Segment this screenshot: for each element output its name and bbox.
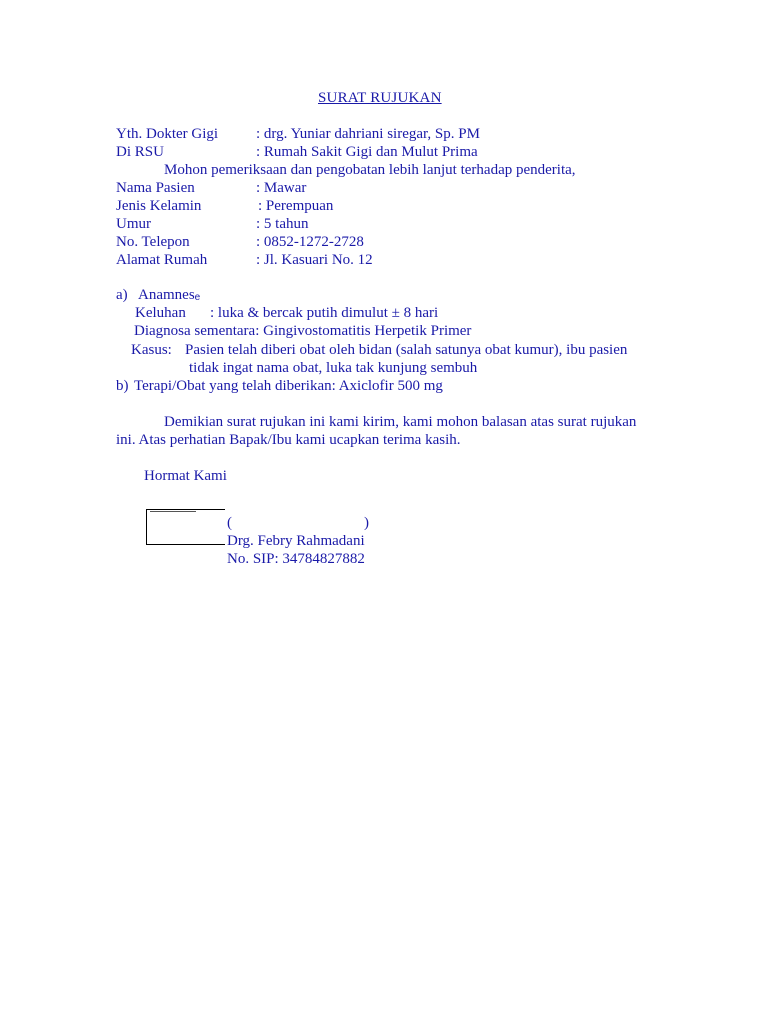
patient-age-label: Umur (116, 216, 151, 232)
anamnesis-marker: a) (116, 287, 128, 303)
letter-title: SURAT RUJUKAN (318, 90, 442, 106)
signature-box (146, 509, 225, 545)
patient-address-label: Alamat Rumah (116, 252, 208, 268)
patient-sex-value: : Perempuan (258, 198, 334, 214)
signatory-name: Drg. Febry Rahmadani (227, 533, 365, 549)
therapy-text: Terapi/Obat yang telah diberikan: Axiclofir 500 mg (134, 378, 443, 394)
anamnesis-heading-suffix: e (194, 292, 201, 303)
kasus-label: Kasus: (131, 342, 172, 358)
recipient-label: Yth. Dokter Gigi (116, 126, 219, 142)
signature-paren-close: ) (364, 515, 369, 531)
diagnosa-text: Diagnosa sementara: Gingivostomatitis Herpetik Primer (134, 323, 472, 339)
signatory-sip: No. SIP: 34784827882 (227, 551, 365, 567)
patient-address-value: : Jl. Kasuari No. 12 (256, 252, 373, 268)
kasus-line-1: Pasien telah diberi obat oleh bidan (salah satunya obat kumur), ibu pasien (185, 342, 628, 358)
therapy-marker: b) (116, 378, 129, 394)
hospital-value: : Rumah Sakit Gigi dan Mulut Prima (256, 144, 478, 160)
closing-line-1: Demikian surat rujukan ini kami kirim, kami mohon balasan atas surat rujukan (164, 414, 637, 430)
intro-text: Mohon pemeriksaan dan pengobatan lebih lanjut terhadap penderita, (164, 162, 576, 178)
kasus-line-2: tidak ingat nama obat, luka tak kunjung sembuh (189, 360, 478, 376)
anamnesis-heading (138, 286, 200, 304)
keluhan-value: : luka & bercak putih dimulut ± 8 hari (210, 305, 439, 321)
closing-line-2: ini. Atas perhatian Bapak/Ibu kami ucapkan terima kasih. (116, 432, 461, 448)
keluhan-label: Keluhan (135, 305, 186, 321)
patient-name-value: : Mawar (256, 180, 307, 196)
patient-phone-value: : 0852-1272-2728 (256, 234, 364, 250)
regards-text: Hormat Kami (144, 468, 227, 484)
patient-phone-label: No. Telepon (116, 234, 190, 250)
anamnesis-heading-text: Anamnes (138, 287, 195, 303)
signature-paren-open: ( (227, 515, 232, 531)
patient-name-label: Nama Pasien (116, 180, 195, 196)
recipient-value: : drg. Yuniar dahriani siregar, Sp. PM (256, 126, 480, 142)
hospital-label: Di RSU (116, 144, 164, 160)
patient-sex-label: Jenis Kelamin (116, 198, 202, 214)
patient-age-value: : 5 tahun (256, 216, 309, 232)
signature-mark (150, 511, 196, 512)
